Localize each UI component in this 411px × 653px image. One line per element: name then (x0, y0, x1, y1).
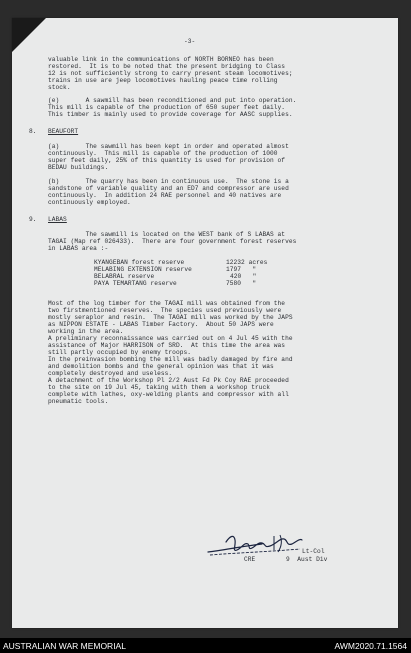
intro-line: 12 is not sufficiently strong to carry present steam locomotives; (48, 70, 293, 77)
reserve-area: 7580 " (226, 280, 257, 287)
para-b-line: sandstone of variable quality and an ED7 and compressor are used (48, 185, 289, 192)
signature-title: CRE (244, 556, 256, 563)
footer-bar (0, 638, 411, 653)
signature-rank: Lt-Col (302, 548, 325, 555)
footer-source: AUSTRALIAN WAR MEMORIAL (3, 641, 126, 651)
section-9-body-line: complete with lathes, oxy-welding plants and compressor with all (48, 391, 289, 398)
section-9-heading: LABAS (48, 216, 67, 223)
para-a-line: continuously. This mill is capable of the production of 1000 (48, 150, 278, 157)
section-9-body-line: Most of the log timber for the TAGAI mill was obtained from the (48, 300, 286, 307)
intro-line: restored. It is to be noted that the present bridging to Class (48, 63, 286, 70)
section-9-body-line: still partly occupied by enemy troops. (48, 349, 191, 356)
footer-accession-number: AWM2020.71.1564 (334, 641, 407, 651)
section-9-body-line: completely destroyed and useless. (48, 370, 173, 377)
para-a-line: BEDAU buildings. (48, 164, 109, 171)
section-9-intro-line: The sawmill is located on the WEST bank of S LABAS at (48, 231, 286, 238)
signature-unit: 9 Aust Div (286, 556, 328, 563)
section-9-body-line: and demolition bombs and the general opinion was that it was (48, 363, 274, 370)
para-e-line: This timber is mainly used to provide coverage for AASC supplies. (48, 111, 293, 118)
intro-line: trains in use are jeep locomotives hauling peace time rolling (48, 77, 278, 84)
page-number: -3- (184, 38, 196, 45)
section-9-body-line: pneumatic tools. (48, 398, 109, 405)
reserve-name: KYANGEBAN forest reserve (94, 259, 185, 266)
para-a-line: (a) The sawmill has been kept in order and operated almost (48, 143, 289, 150)
reserve-area: 1797 " (226, 266, 257, 273)
section-9-body-line: as NIPPON ESTATE - LABAS Timber Factory. About 50 JAPS were (48, 321, 274, 328)
section-9-intro-line: in LABAS area :- (48, 245, 109, 252)
para-b-line: continuously employed. (48, 199, 131, 206)
section-8-number: 8. (29, 128, 37, 135)
section-9-body-line: assistance of Major HARRISON of SRD. At this time the area was (48, 342, 286, 349)
para-e-line: This mill is capable of the production of 650 super feet daily. (48, 104, 286, 111)
section-9-body-line: A detachment of the Workshop Pl 2/2 Aust Fd Pk Coy RAE proceeded (48, 377, 289, 384)
para-a-line: super feet daily, 25% of this quantity is used for provision of (48, 157, 286, 164)
intro-line: stock. (48, 84, 71, 91)
typed-document (12, 18, 398, 628)
para-b-line: (b) The quarry has been in continuous use. The stone is a (48, 178, 289, 185)
reserve-area: 12232 acres (226, 259, 268, 266)
section-8-heading: BEAUFORT (48, 128, 79, 135)
intro-line: valuable link in the communications of NORTH BORNEO has been (48, 56, 274, 63)
section-9-body-line: working in the area. (48, 328, 124, 335)
reserve-area: 420 " (230, 273, 257, 280)
section-9-number: 9. (29, 216, 37, 223)
section-9-body-line: mostly seraplor and resin. The TAGAI mill was worked by the JAPS (48, 314, 293, 321)
section-9-body-line: In the preinvasion bombing the mill was badly damaged by fire and (48, 356, 293, 363)
para-e-line: (e) A sawmill has been reconditioned and put into operation. (48, 97, 297, 104)
section-9-body-line: to the site on 19 Jul 45, taking with them a workshop truck (48, 384, 271, 391)
reserve-name: MELABING EXTENSION reserve (94, 266, 192, 273)
section-9-body-line: A preliminary reconnaissance was carried out on 4 Jul 45 with the (48, 335, 293, 342)
section-9-intro-line: TAGAI (Map ref 026433). There are four government forest reserves (48, 238, 297, 245)
document-page (12, 18, 398, 628)
reserve-name: BELABRAL reserve (94, 273, 155, 280)
section-9-body-line: two firstmentioned reserves. The species used previously were (48, 307, 282, 314)
reserve-name: PAYA TEMARTANG reserve (94, 280, 177, 287)
para-b-line: continuously. In addition 24 RAE personnel and 40 natives are (48, 192, 282, 199)
